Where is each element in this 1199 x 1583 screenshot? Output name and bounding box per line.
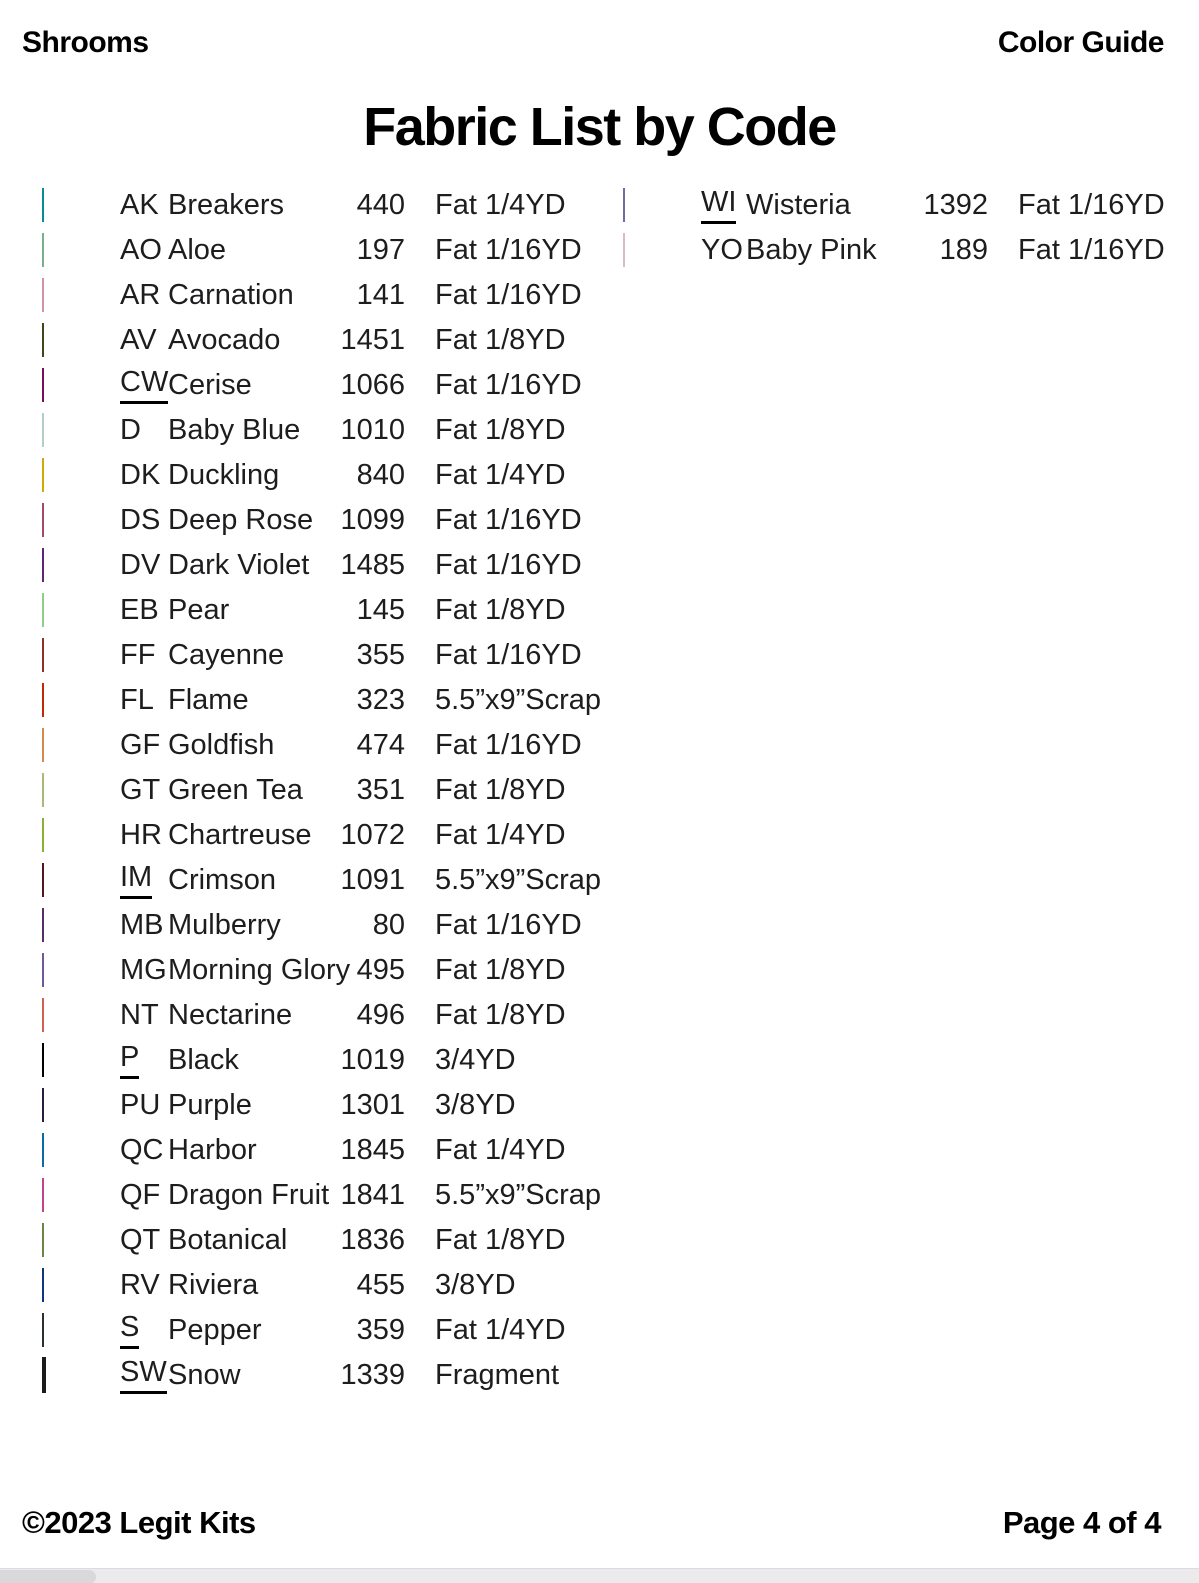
fabric-swatch <box>42 1043 44 1077</box>
fabric-cut: Fat 1/16YD <box>435 504 582 536</box>
fabric-code: GF <box>120 728 161 761</box>
fabric-swatch <box>42 323 44 357</box>
fabric-swatch <box>42 278 44 312</box>
fabric-name: Snow <box>168 1359 241 1391</box>
doc-type-label: Color Guide <box>997 26 1164 59</box>
fabric-cut: Fat 1/8YD <box>435 999 566 1031</box>
fabric-number: 455 <box>356 1269 405 1301</box>
fabric-code: HR <box>120 818 162 851</box>
fabric-name: Green Tea <box>168 774 303 806</box>
fabric-code: RV <box>120 1268 160 1301</box>
copyright-text: ©2023 Legit Kits <box>22 1505 256 1540</box>
fabric-list <box>0 183 1199 1398</box>
fabric-row <box>0 408 599 453</box>
fabric-number: 496 <box>356 999 405 1031</box>
fabric-swatch <box>42 458 44 492</box>
fabric-row <box>0 453 599 498</box>
document-footer <box>22 1505 1161 1541</box>
fabric-cut: Fat 1/8YD <box>435 594 566 626</box>
fabric-code: EB <box>120 593 159 626</box>
fabric-cut: 5.5”x9”Scrap <box>435 1179 602 1211</box>
fabric-name: Cayenne <box>168 639 285 671</box>
fabric-number: 1485 <box>340 549 405 581</box>
fabric-cut: Fat 1/16YD <box>435 909 582 941</box>
fabric-number: 440 <box>356 189 405 221</box>
scrollbar-thumb[interactable] <box>0 1570 96 1583</box>
fabric-cut: Fat 1/8YD <box>435 1224 566 1256</box>
fabric-swatch <box>42 1088 44 1122</box>
fabric-name: Purple <box>168 1089 252 1121</box>
fabric-cut: Fat 1/4YD <box>435 459 566 491</box>
fabric-number: 1072 <box>340 819 405 851</box>
fabric-row <box>0 543 599 588</box>
fabric-swatch <box>42 683 44 717</box>
fabric-cut: Fat 1/16YD <box>435 234 582 266</box>
fabric-cut: Fat 1/16YD <box>435 369 582 401</box>
fabric-number: 1841 <box>340 1179 405 1211</box>
fabric-code: AO <box>120 233 162 266</box>
fabric-row <box>0 363 599 408</box>
fabric-swatch <box>42 548 44 582</box>
fabric-row <box>0 1218 599 1263</box>
fabric-cut: Fat 1/4YD <box>435 1314 566 1346</box>
fabric-swatch <box>42 1178 44 1212</box>
fabric-row <box>0 498 599 543</box>
horizontal-scrollbar[interactable] <box>0 1568 1199 1583</box>
fabric-number: 197 <box>356 234 405 266</box>
fabric-code: WI <box>701 187 736 224</box>
fabric-list-right-column <box>599 183 1199 273</box>
fabric-number: 145 <box>356 594 405 626</box>
fabric-code: DV <box>120 548 161 581</box>
fabric-code: P <box>120 1042 139 1079</box>
fabric-row <box>0 723 599 768</box>
fabric-swatch <box>42 1268 44 1302</box>
fabric-code: FF <box>120 638 156 671</box>
fabric-row <box>0 993 599 1038</box>
fabric-name: Deep Rose <box>168 504 314 536</box>
fabric-name: Wisteria <box>746 189 851 221</box>
fabric-swatch <box>42 413 44 447</box>
fabric-code: PU <box>120 1088 161 1121</box>
fabric-name: Baby Blue <box>168 414 301 446</box>
fabric-number: 1392 <box>923 189 988 221</box>
fabric-number: 355 <box>356 639 405 671</box>
fabric-row <box>0 1308 599 1353</box>
fabric-name: Duckling <box>168 459 280 491</box>
fabric-name: Carnation <box>168 279 294 311</box>
fabric-cut: Fragment <box>435 1359 560 1391</box>
fabric-swatch <box>42 998 44 1032</box>
fabric-swatch <box>42 863 44 897</box>
fabric-number: 1836 <box>340 1224 405 1256</box>
fabric-name: Harbor <box>168 1134 257 1166</box>
fabric-number: 189 <box>939 234 988 266</box>
fabric-code: QF <box>120 1178 161 1211</box>
fabric-name: Breakers <box>168 189 285 221</box>
fabric-swatch <box>42 638 44 672</box>
fabric-number: 323 <box>356 684 405 716</box>
page-number: Page 4 of 4 <box>1002 1505 1161 1540</box>
fabric-row <box>0 858 602 903</box>
fabric-code: MB <box>120 908 164 941</box>
fabric-row <box>0 813 599 858</box>
fabric-number: 351 <box>356 774 405 806</box>
fabric-list-left-column <box>0 183 602 1398</box>
fabric-code: IM <box>120 862 152 899</box>
fabric-row <box>0 678 602 723</box>
fabric-name: Black <box>168 1044 239 1076</box>
fabric-number: 1099 <box>340 504 405 536</box>
fabric-row <box>599 183 1199 228</box>
fabric-name: Aloe <box>168 234 227 266</box>
fabric-code: CW <box>120 367 168 404</box>
fabric-cut: Fat 1/16YD <box>435 729 582 761</box>
fabric-number: 1019 <box>340 1044 405 1076</box>
fabric-swatch <box>42 1357 46 1393</box>
fabric-swatch <box>623 233 625 267</box>
fabric-row <box>0 633 599 678</box>
fabric-code: SW <box>120 1357 167 1394</box>
fabric-code: S <box>120 1312 139 1349</box>
fabric-code: FL <box>120 683 154 716</box>
fabric-cut: Fat 1/4YD <box>435 819 566 851</box>
fabric-name: Botanical <box>168 1224 288 1256</box>
fabric-name: Mulberry <box>168 909 281 941</box>
page-title: Fabric List by Code <box>363 97 836 157</box>
fabric-code: GT <box>120 773 161 806</box>
fabric-cut: 5.5”x9”Scrap <box>435 864 602 896</box>
fabric-swatch <box>623 188 625 222</box>
fabric-cut: Fat 1/16YD <box>1018 189 1165 221</box>
fabric-row <box>0 1038 599 1083</box>
fabric-row <box>0 768 599 813</box>
fabric-cut: Fat 1/16YD <box>435 549 582 581</box>
fabric-code: DS <box>120 503 161 536</box>
fabric-code: AK <box>120 188 159 221</box>
fabric-name: Flame <box>168 684 249 716</box>
fabric-number: 1301 <box>340 1089 405 1121</box>
fabric-row <box>0 1263 599 1308</box>
fabric-name: Baby Pink <box>746 234 877 266</box>
fabric-code: AV <box>120 323 157 356</box>
fabric-cut: 3/8YD <box>435 1269 516 1301</box>
fabric-cut: 3/8YD <box>435 1089 516 1121</box>
fabric-swatch <box>42 818 44 852</box>
fabric-swatch <box>42 188 44 222</box>
fabric-name: Pepper <box>168 1314 262 1346</box>
fabric-cut: Fat 1/16YD <box>435 279 582 311</box>
fabric-cut: 3/4YD <box>435 1044 516 1076</box>
fabric-number: 1845 <box>340 1134 405 1166</box>
project-title: Shrooms <box>22 26 149 59</box>
fabric-name: Riviera <box>168 1269 259 1301</box>
fabric-row <box>0 273 599 318</box>
fabric-name: Pear <box>168 594 230 626</box>
fabric-name: Crimson <box>168 864 276 896</box>
fabric-number: 474 <box>356 729 405 761</box>
fabric-number: 1010 <box>340 414 405 446</box>
fabric-number: 1339 <box>340 1359 405 1391</box>
fabric-code: MG <box>120 953 167 986</box>
fabric-name: Dragon Fruit <box>168 1179 330 1211</box>
fabric-name: Dark Violet <box>168 549 310 581</box>
fabric-row <box>0 903 599 948</box>
fabric-number: 80 <box>372 909 405 941</box>
fabric-swatch <box>42 1313 44 1347</box>
fabric-row <box>0 1128 599 1173</box>
fabric-swatch <box>42 1133 44 1167</box>
fabric-swatch <box>42 728 44 762</box>
fabric-number: 1091 <box>340 864 405 896</box>
fabric-cut: Fat 1/16YD <box>1018 234 1165 266</box>
fabric-row <box>0 1173 602 1218</box>
fabric-cut: Fat 1/4YD <box>435 189 566 221</box>
fabric-swatch <box>42 1223 44 1257</box>
fabric-swatch <box>42 368 44 402</box>
fabric-code: QT <box>120 1223 161 1256</box>
fabric-name: Avocado <box>168 324 281 356</box>
fabric-code: YO <box>701 233 743 266</box>
fabric-swatch <box>42 953 44 987</box>
fabric-name: Cerise <box>168 369 252 401</box>
fabric-swatch <box>42 503 44 537</box>
fabric-name: Morning Glory <box>168 954 351 986</box>
fabric-name: Goldfish <box>168 729 275 761</box>
fabric-code: D <box>120 413 141 446</box>
fabric-row <box>0 318 599 363</box>
fabric-number: 1451 <box>340 324 405 356</box>
fabric-code: DK <box>120 458 161 491</box>
fabric-cut: Fat 1/8YD <box>435 954 566 986</box>
fabric-row <box>0 588 599 633</box>
fabric-row <box>0 1083 599 1128</box>
fabric-name: Nectarine <box>168 999 293 1031</box>
fabric-cut: Fat 1/8YD <box>435 774 566 806</box>
fabric-row <box>599 228 1199 273</box>
fabric-swatch <box>42 908 44 942</box>
fabric-cut: Fat 1/4YD <box>435 1134 566 1166</box>
fabric-cut: Fat 1/16YD <box>435 639 582 671</box>
fabric-cut: Fat 1/8YD <box>435 324 566 356</box>
fabric-swatch <box>42 233 44 267</box>
fabric-row <box>0 228 599 273</box>
fabric-name: Chartreuse <box>168 819 312 851</box>
fabric-number: 840 <box>356 459 405 491</box>
fabric-number: 495 <box>356 954 405 986</box>
fabric-code: AR <box>120 278 161 311</box>
fabric-swatch <box>42 593 44 627</box>
fabric-cut: 5.5”x9”Scrap <box>435 684 602 716</box>
fabric-swatch <box>42 773 44 807</box>
fabric-number: 359 <box>356 1314 405 1346</box>
fabric-code: NT <box>120 998 159 1031</box>
fabric-row <box>0 948 599 993</box>
fabric-row <box>0 1353 599 1398</box>
fabric-number: 1066 <box>340 369 405 401</box>
document-header <box>22 26 1164 60</box>
fabric-row <box>0 183 599 228</box>
fabric-number: 141 <box>356 279 405 311</box>
fabric-cut: Fat 1/8YD <box>435 414 566 446</box>
fabric-code: QC <box>120 1133 164 1166</box>
